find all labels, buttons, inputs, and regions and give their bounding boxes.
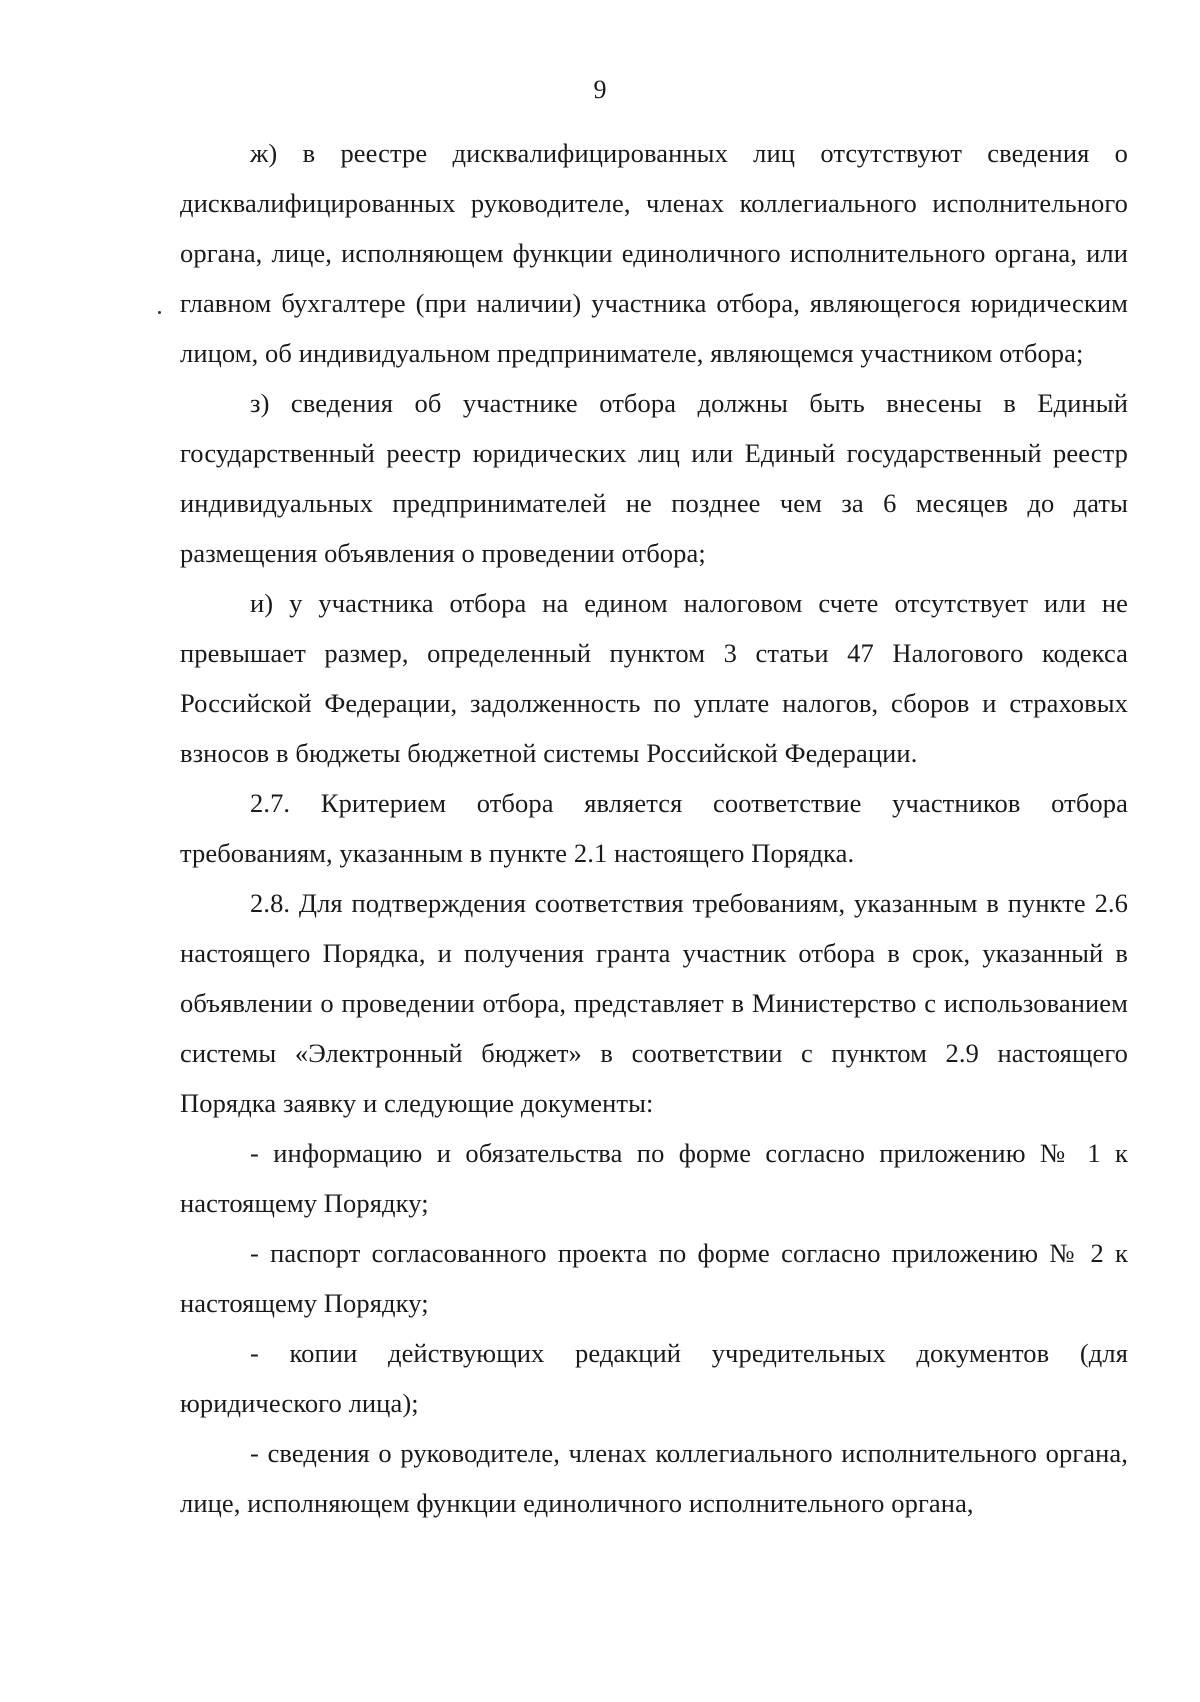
paragraph-zh: ж) в реестре дисквалифицированных лиц отсутствуют сведения о дисквалифицированных руководителе, членах коллегиального исполнительного органа, лице, исполняющем функции единоличного исполнительного органа, или главном бухгалтере (при наличии) участника отбора, являющегося юридическим лицом, об индивидуальном предпринимателе, являющемся участником отбора; [180, 138, 1128, 368]
scan-artifact-dot [158, 311, 161, 314]
paragraph-i: и) у участника отбора на едином налоговом счете отсутствует или не превышает размер, определенный пунктом 3 статьи 47 Налогового кодекса Российской Федерации, задолженность по уплате налогов, сборов и страховых взносов в бюджеты бюджетной системы Российской Федерации. [180, 588, 1128, 768]
list-item-management-info: - сведения о руководителе, членах коллегиального исполнительного органа, лице, исполняющем функции единоличного исполнительного органа, [180, 1438, 1128, 1518]
paragraph-2-8: 2.8. Для подтверждения соответствия требованиям, указанным в пункте 2.6 настоящего Порядка, и получения гранта участник отбора в срок, указанный в объявлении о проведении отбора, представляет в Министерство с использованием системы «Электронный бюджет» в соответствии с пунктом 2.9 настоящего Порядка заявку и следующие документы: [180, 888, 1128, 1118]
list-item-founding-documents: - копии действующих редакций учредительных документов (для юридического лица); [180, 1338, 1128, 1418]
document-body [180, 128, 1128, 1528]
paragraph-2-7: 2.7. Критерием отбора является соответствие участников отбора требованиям, указанным в пункте 2.1 настоящего Порядка. [180, 788, 1128, 868]
list-item-project-passport: - паспорт согласованного проекта по форме согласно приложению № 2 к настоящему Порядку; [180, 1238, 1128, 1318]
list-item-information-obligations: - информацию и обязательства по форме согласно приложению № 1 к настоящему Порядку; [180, 1138, 1128, 1218]
page-number: 9 [593, 75, 607, 104]
paragraph-z: з) сведения об участнике отбора должны быть внесены в Единый государственный реестр юридических лиц или Единый государственный реестр индивидуальных предпринимателей не позднее чем за 6 месяцев до даты размещения объявления о проведении отбора; [180, 388, 1128, 568]
